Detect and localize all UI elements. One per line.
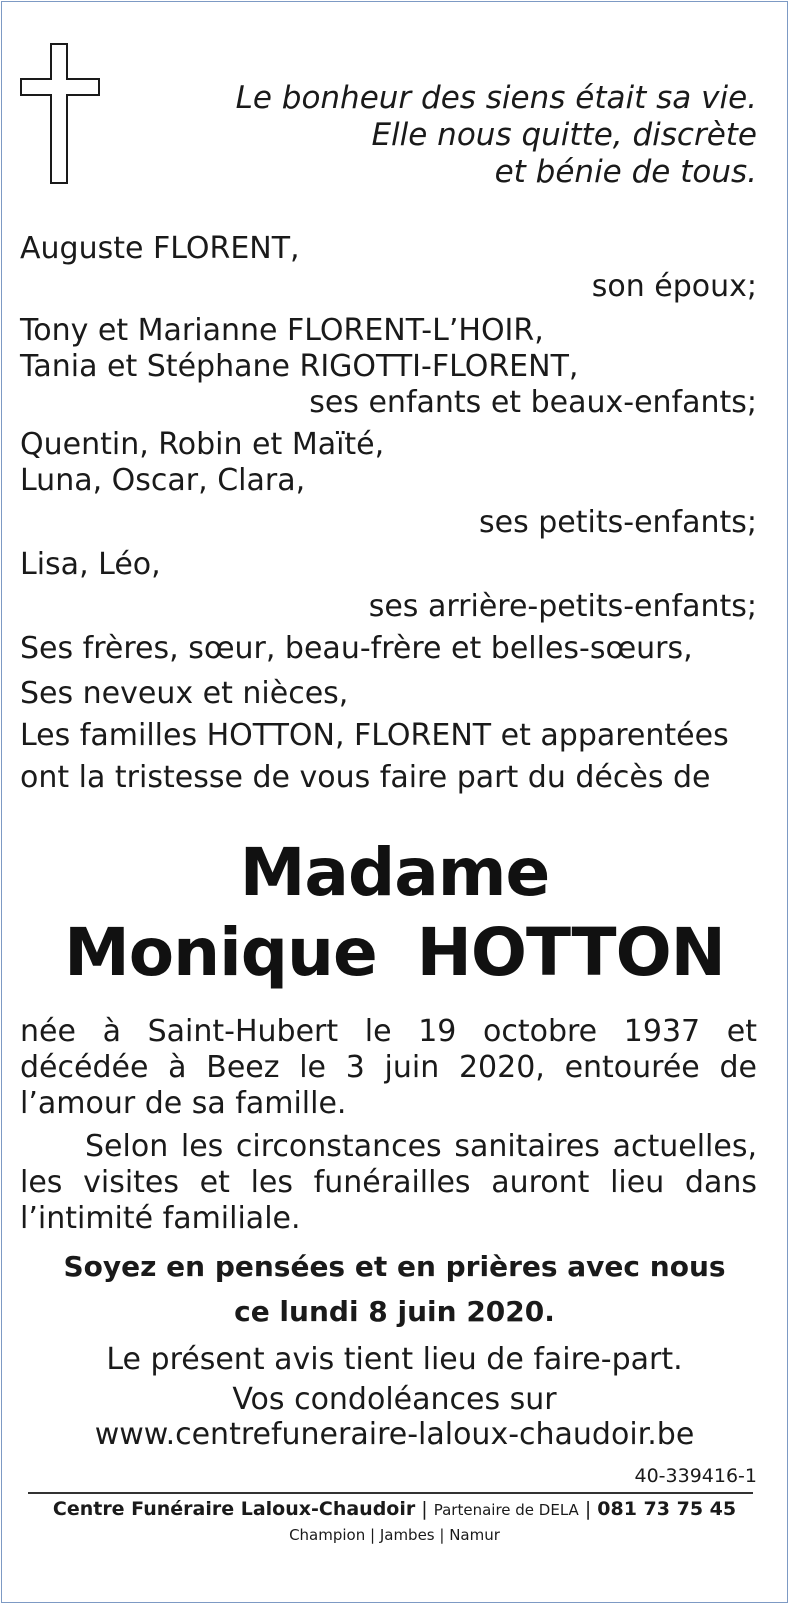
- family-list: [20, 231, 757, 796]
- children-role: ses enfants et beaux-enfants;: [309, 385, 757, 420]
- partner-text: Partenaire de DELA: [433, 1501, 579, 1519]
- child-line: Tony et Marianne FLORENT-L’HOIR,: [20, 313, 544, 348]
- company-name: Centre Funéraire Laloux-Chaudoir: [52, 1498, 416, 1520]
- footer-divider: [28, 1492, 753, 1494]
- notice-text: Le présent avis tient lieu de faire-part.: [106, 1342, 683, 1377]
- footer-locations: Champion | Jambes | Namur: [289, 1526, 500, 1544]
- quote-line: et bénie de tous.: [494, 154, 757, 190]
- epitaph-quote: [236, 80, 757, 191]
- arrangements-paragraph: Selon les circonstances sanitaires actuelles, les visites et les funérailles auront lieu dans l’intimité familiale.: [20, 1129, 757, 1236]
- condolences-link[interactable]: www.centrefuneraire-laloux-chaudoir.be: [94, 1417, 695, 1452]
- obituary-notice: [1, 1, 788, 1603]
- reference-number: 40-339416-1: [634, 1465, 757, 1487]
- prayer-date: ce lundi 8 juin 2020.: [234, 1295, 555, 1328]
- condolences-label: Vos condoléances sur: [232, 1382, 557, 1417]
- phone-number: 081 73 75 45: [597, 1498, 737, 1520]
- great-grandchildren-role: ses arrière-petits-enfants;: [368, 589, 757, 624]
- separator: |: [578, 1498, 598, 1520]
- spouse-name: Auguste FLORENT,: [20, 231, 300, 266]
- relatives-line: Ses neveux et nièces,: [20, 676, 349, 711]
- announcement-line: ont la tristesse de vous faire part du décès de: [20, 760, 711, 795]
- footer-company-line: [2, 1498, 787, 1520]
- deceased-name-text: Monique HOTTON: [64, 914, 725, 991]
- deceased-name: [2, 914, 787, 991]
- quote-line: Elle nous quitte, discrète: [371, 117, 757, 153]
- prayer-line: Soyez en pensées et en prières avec nous: [63, 1250, 726, 1283]
- spouse-role: son époux;: [591, 269, 757, 304]
- relatives-line: Les familles HOTTON, FLORENT et apparentées: [20, 718, 729, 753]
- quote-line: Le bonheur des siens était sa vie.: [235, 80, 757, 116]
- child-line: Tania et Stéphane RIGOTTI-FLORENT,: [20, 349, 579, 384]
- grandchild-line: Luna, Oscar, Clara,: [20, 463, 306, 498]
- separator: |: [415, 1498, 434, 1520]
- cross-icon: [20, 43, 100, 184]
- grandchildren-role: ses petits-enfants;: [479, 505, 757, 540]
- deceased-title: Madame: [239, 834, 550, 911]
- grandchild-line: Quentin, Robin et Maïté,: [20, 427, 385, 462]
- birth-death-paragraph: née à Saint-Hubert le 19 octobre 1937 et décédée à Beez le 3 juin 2020, entourée de l’amour de sa famille.: [20, 1014, 757, 1121]
- relatives-line: Ses frères, sœur, beau-frère et belles-sœurs,: [20, 631, 693, 666]
- great-grandchildren: Lisa, Léo,: [20, 547, 161, 582]
